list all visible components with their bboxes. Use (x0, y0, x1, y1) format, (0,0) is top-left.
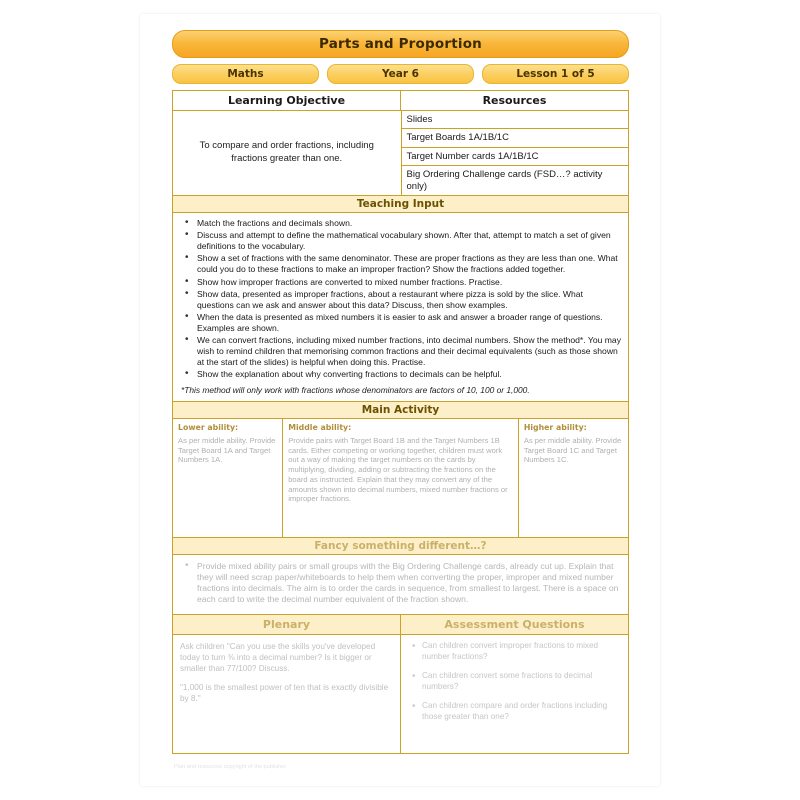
learning-objective-text: To compare and order fractions, including fractions greater than one. (199, 140, 374, 164)
list-item: • Match the fractions and decimals shown. (195, 218, 622, 229)
plenary-paragraph: "1,000 is the smallest power of ten that is exactly divisible by 8." (180, 683, 389, 704)
middle-ability-text: Provide pairs with Target Board 1B and the Target Numbers 1B cards. Either competing or working together, children must work out a way of making the target numbers on the cards by multiplying, dividing, adding or subtracting the fractions on the board as instructed. Explain that they may convert any of the amounts shown into decimal numbers, mixed number fractions or improper fractions. (288, 436, 508, 504)
resource-item: Target Number cards 1A/1B/1C (402, 148, 629, 166)
resource-item: Big Ordering Challenge cards (FSD…? activity only) (406, 169, 603, 192)
list-item: • We can convert fractions, including mixed number fractions, into decimal numbers. Show the method*. You may wish to remind children that memorising common fractions and their decimal equivalents (such as those shown at the start of the slides) is helpful when doing this. Practise. (195, 335, 622, 367)
objective-resources-row (172, 111, 629, 196)
teaching-input-header: Teaching Input (172, 196, 629, 213)
resources-list (401, 111, 629, 195)
lower-ability-text: As per middle ability. Provide Target Board 1A and Target Numbers 1A. (178, 436, 276, 465)
fancy-something-different-body (172, 555, 629, 615)
fancy-bullets (179, 561, 622, 604)
assessment-questions-list (408, 641, 621, 723)
table-header-row (172, 90, 629, 111)
resources-header: Resources (400, 91, 628, 110)
list-item: • Show the explanation about why converting fractions to decimals can be helpful. (195, 369, 622, 380)
subject-pill: Maths (172, 64, 319, 84)
main-activity-body (172, 419, 629, 538)
plenary-assessment-body (172, 635, 629, 754)
middle-ability-column (282, 419, 519, 537)
lower-ability-column (173, 419, 282, 537)
higher-ability-column (519, 419, 628, 537)
list-item: • Discuss and attempt to define the mathematical vocabulary shown. After that, attempt to match a set of given definitions to the vocabulary. (195, 230, 622, 252)
resource-item: Slides (402, 111, 629, 129)
plenary-paragraph: Ask children "Can you use the skills you've developed today to turn ⅜ into a decimal number? Is it bigger or smaller than 77/100? Discuss. (180, 641, 376, 673)
lesson-pill: Lesson 1 of 5 (482, 64, 629, 84)
assessment-body (400, 635, 628, 753)
page-title: Parts and Proportion (172, 30, 629, 58)
higher-ability-title: Higher ability: (523, 423, 587, 433)
list-item: • Can children convert some fractions to decimal numbers? (422, 671, 621, 692)
resource-item: Target Boards 1A/1B/1C (402, 129, 629, 147)
list-item: • Provide mixed ability pairs or small groups with the Big Ordering Challenge cards, already cut up. Explain that they will need scrap paper/whiteboards to help them when converting the proper, improper and mixed number fractions into decimals. The aim is to order the cards in sequence, from smallest to largest. There is a space on each card to write the decimal number equivalent of the fraction shown. (195, 561, 622, 604)
lower-ability-title: Lower ability: (178, 423, 239, 433)
list-item: • Can children convert improper fractions to mixed number fractions? (422, 641, 621, 662)
teaching-input-body (172, 213, 629, 402)
main-activity-header: Main Activity (172, 402, 629, 419)
plenary-body (173, 635, 400, 753)
higher-ability-text: As per middle ability. Provide Target Board 1C and Target Numbers 1C. (523, 436, 622, 465)
meta-pill-row (172, 64, 629, 84)
list-item: • Show how improper fractions are converted to mixed number fractions. Practise. (195, 277, 622, 288)
learning-objective-header: Learning Objective (227, 94, 346, 107)
list-item: • Show a set of fractions with the same denominator. These are proper fractions as they are less than one. What could you do to these fractions to make an improper fraction? Show the fractions added together. (195, 253, 622, 275)
plenary-header: Plenary (173, 615, 400, 634)
middle-ability-title: Middle ability: (288, 423, 352, 433)
teaching-input-bullets (179, 218, 622, 380)
plan-table (172, 90, 629, 754)
page-footer: Plan and resources copyright of the publisher (174, 763, 287, 770)
year-pill: Year 6 (327, 64, 474, 84)
list-item: • When the data is presented as mixed numbers it is easier to ask and answer a broader range of questions. Examples are shown. (195, 312, 622, 334)
plenary-assessment-header-row (172, 615, 629, 635)
list-item: • Can children compare and order fractions including those greater than one? (422, 701, 621, 722)
lesson-plan (172, 30, 629, 770)
assessment-header: Assessment Questions (400, 615, 628, 634)
list-item: • Show data, presented as improper fractions, about a restaurant where pizza is sold by the slice. What questions can we ask and answer about this data? Discuss, then show examples. (195, 289, 622, 311)
teaching-input-footnote: *This method will only work with fractions whose denominators are factors of 10, 100 or 1,000. (181, 385, 530, 396)
fancy-something-different-header: Fancy something different…? (172, 538, 629, 555)
